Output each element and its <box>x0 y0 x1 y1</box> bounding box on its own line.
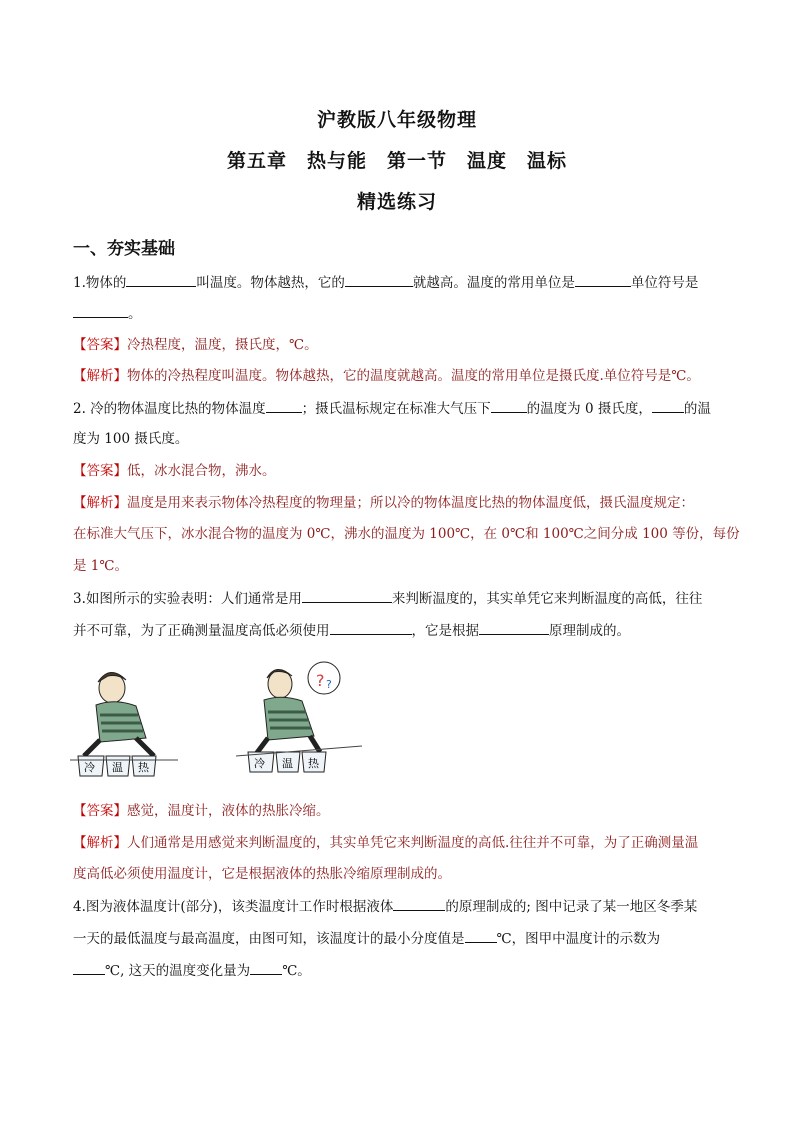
blank-field[interactable] <box>266 398 302 413</box>
q2-line2: 度为 100 摄氏度。 <box>73 431 189 447</box>
blank-field[interactable] <box>250 960 282 975</box>
answer-tag: 【答案】 <box>73 463 127 479</box>
blank-field[interactable] <box>393 896 445 911</box>
blank-field[interactable] <box>330 620 412 635</box>
blank-field[interactable] <box>465 928 497 943</box>
basins-left <box>70 756 178 776</box>
basin-label: 温 <box>282 757 293 770</box>
analysis-tag: 【解析】 <box>73 495 127 511</box>
basin-label: 冷 <box>84 761 95 774</box>
analysis-tag: 【解析】 <box>73 835 127 851</box>
q1-answer: 【答案】冷热程度，温度，摄氏度，℃。 <box>73 337 318 353</box>
blank-field[interactable] <box>345 272 413 287</box>
q1-analysis: 【解析】物体的冷热程度叫温度。物体越热，它的温度就越高。温度的常用单位是摄氏度.单位符号是℃。 <box>73 368 700 384</box>
person-left-icon <box>84 672 154 756</box>
q2-analysis-line1: 【解析】温度是用来表示物体冷热程度的物理量；所以冷的物体温度比热的物体温度低，摄氏温度规定： <box>73 495 694 511</box>
q4-line2: 一天的最低温度与最高温度，由图可知，该温度计的最小分度值是 ℃，图甲中温度计的示数为 <box>73 928 723 949</box>
answer-tag: 【答案】 <box>73 803 127 819</box>
q2-answer: 【答案】低，冰水混合物，沸水。 <box>73 463 276 479</box>
q3-analysis-line1: 【解析】人们通常是用感觉来判断温度的，其实单凭它来判断温度的高低.往往并不可靠，为了正确测量温 <box>73 835 699 851</box>
blank-field[interactable] <box>126 272 196 287</box>
blank-field[interactable] <box>479 620 549 635</box>
q3-answer: 【答案】感觉，温度计，液体的热胀冷缩。 <box>73 803 330 819</box>
blank-field[interactable] <box>302 588 392 603</box>
q2-analysis-line3: 是 1℃。 <box>73 558 128 574</box>
blank-field[interactable] <box>652 398 684 413</box>
basin-label: 温 <box>112 761 123 774</box>
q3-line2: 并不可靠，为了正确测量温度高低必须使用 ，它是根据 原理制成的。 <box>73 620 723 641</box>
basin-label: 热 <box>308 757 319 770</box>
person-right-icon <box>256 662 340 754</box>
chapter-title: 第五章 热与能 第一节 温度 温标 <box>226 150 567 172</box>
basin-label: 冷 <box>254 757 265 770</box>
q1-line2: 。 <box>73 303 723 324</box>
question-mark-icon: ? <box>326 678 332 691</box>
q2-analysis-line2: 在标准大气压下，冰水混合物的温度为 0℃，沸水的温度为 100℃，在 0℃和 100℃之间分成 100 等份，每份 <box>73 526 740 542</box>
q3-line1: 3.如图所示的实验表明：人们通常是用 来判断温度的，其实单凭它来判断温度的高低，往往 <box>73 588 723 609</box>
q4-line1: 4.图为液体温度计(部分)，该类温度计工作时根据液体 的原理制成的; 图中记录了某一地区冬季某 <box>73 896 723 917</box>
question-mark-icon: ? <box>316 671 325 690</box>
analysis-tag: 【解析】 <box>73 368 127 384</box>
answer-tag: 【答案】 <box>73 337 127 353</box>
blank-field[interactable] <box>73 960 105 975</box>
blank-field[interactable] <box>491 398 527 413</box>
q2-line1: 2. 冷的物体温度比热的物体温度 ；摄氏温标规定在标准大气压下 的温度为 0 摄氏度， 的温 <box>73 398 723 419</box>
exercise-title: 精选练习 <box>356 191 437 213</box>
basins-right <box>236 746 362 772</box>
q1-line1: 1.物体的 叫温度。物体越热，它的 就越高。温度的常用单位是 单位符号是 <box>73 272 723 293</box>
experiment-illustration <box>70 660 370 782</box>
q4-line3: ℃, 这天的温度变化量为 ℃。 <box>73 960 723 981</box>
blank-field[interactable] <box>575 272 631 287</box>
section-heading: 一、夯实基础 <box>73 239 175 259</box>
q3-analysis-line2: 度高低必须使用温度计，它是根据液体的热胀冷缩原理制成的。 <box>73 866 451 882</box>
basin-label: 热 <box>138 761 149 774</box>
blank-field[interactable] <box>73 303 128 318</box>
doc-title: 沪教版八年级物理 <box>316 109 477 131</box>
